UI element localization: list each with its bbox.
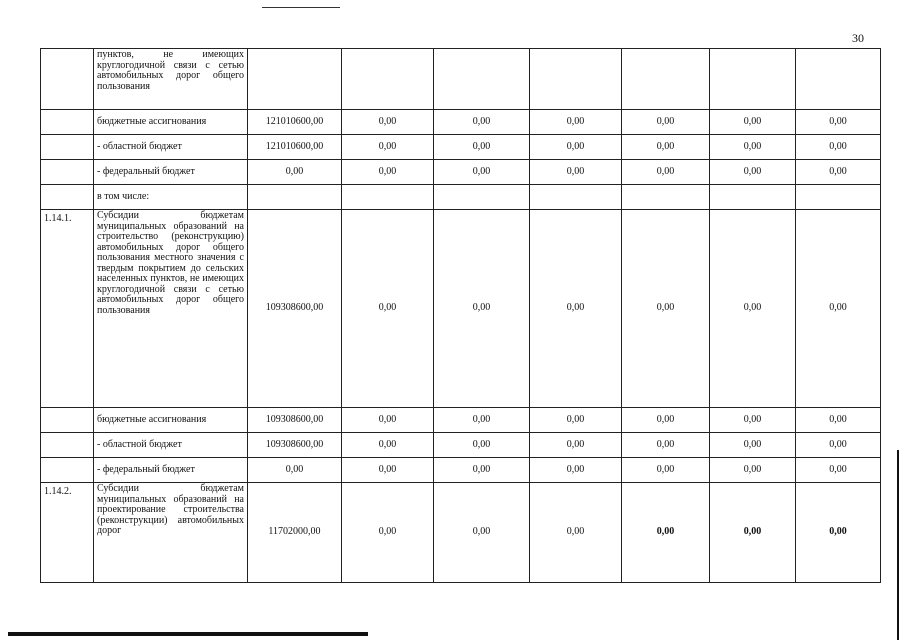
table-row xyxy=(41,433,881,458)
value-cell: 0,00 xyxy=(530,458,622,483)
value-cell xyxy=(796,185,881,210)
row-code xyxy=(41,185,94,210)
value-cell: 0,00 xyxy=(530,110,622,135)
value-cell: 0,00 xyxy=(434,110,530,135)
value-cell: 0,00 xyxy=(342,135,434,160)
table-row xyxy=(41,483,881,583)
value-cell: 121010600,00 xyxy=(248,110,342,135)
value-cell: 0,00 xyxy=(530,483,622,583)
row-description: в том числе: xyxy=(94,185,248,210)
value-cell: 0,00 xyxy=(342,110,434,135)
row-description: пунктов, не имеющих круглогодичной связи с сетью автомобильных дорог общего пользования xyxy=(94,49,248,110)
value-cell: 0,00 xyxy=(796,483,881,583)
table-row xyxy=(41,210,881,408)
value-cell: 0,00 xyxy=(434,210,530,408)
row-description: бюджетные ассигнования xyxy=(94,110,248,135)
value-cell: 0,00 xyxy=(342,483,434,583)
row-code xyxy=(41,49,94,110)
table-row xyxy=(41,185,881,210)
value-cell: 0,00 xyxy=(710,110,796,135)
value-cell: 0,00 xyxy=(622,458,710,483)
value-cell: 0,00 xyxy=(530,408,622,433)
value-cell: 0,00 xyxy=(710,408,796,433)
value-cell: 0,00 xyxy=(710,160,796,185)
row-code: 1.14.2. xyxy=(41,483,94,583)
value-cell: 0,00 xyxy=(796,210,881,408)
value-cell: 0,00 xyxy=(796,110,881,135)
table-row xyxy=(41,110,881,135)
table-row xyxy=(41,458,881,483)
value-cell: 0,00 xyxy=(530,160,622,185)
scan-edge-line xyxy=(897,450,899,640)
value-cell: 0,00 xyxy=(710,210,796,408)
value-cell: 0,00 xyxy=(796,135,881,160)
value-cell: 0,00 xyxy=(434,160,530,185)
value-cell: 0,00 xyxy=(342,433,434,458)
value-cell: 0,00 xyxy=(530,135,622,160)
value-cell: 0,00 xyxy=(530,210,622,408)
value-cell: 109308600,00 xyxy=(248,433,342,458)
value-cell: 0,00 xyxy=(434,135,530,160)
value-cell xyxy=(248,185,342,210)
value-cell: 0,00 xyxy=(434,433,530,458)
value-cell: 0,00 xyxy=(248,160,342,185)
value-cell xyxy=(530,49,622,110)
value-cell: 0,00 xyxy=(342,408,434,433)
value-cell: 0,00 xyxy=(342,458,434,483)
row-description: - областной бюджет xyxy=(94,433,248,458)
row-code: 1.14.1. xyxy=(41,210,94,408)
value-cell: 0,00 xyxy=(796,433,881,458)
value-cell: 0,00 xyxy=(622,160,710,185)
value-cell xyxy=(796,49,881,110)
value-cell: 0,00 xyxy=(710,458,796,483)
value-cell: 0,00 xyxy=(622,483,710,583)
value-cell: 0,00 xyxy=(796,160,881,185)
value-cell: 109308600,00 xyxy=(248,408,342,433)
table-row xyxy=(41,408,881,433)
value-cell: 0,00 xyxy=(342,160,434,185)
row-code xyxy=(41,160,94,185)
value-cell: 0,00 xyxy=(248,458,342,483)
value-cell xyxy=(710,49,796,110)
value-cell xyxy=(530,185,622,210)
row-description: - областной бюджет xyxy=(94,135,248,160)
value-cell: 0,00 xyxy=(622,210,710,408)
value-cell: 0,00 xyxy=(434,408,530,433)
row-code xyxy=(41,458,94,483)
value-cell xyxy=(342,49,434,110)
row-code xyxy=(41,408,94,433)
table-row xyxy=(41,135,881,160)
value-cell: 109308600,00 xyxy=(248,210,342,408)
page-number: 30 xyxy=(852,31,864,45)
value-cell: 0,00 xyxy=(622,408,710,433)
table-row xyxy=(41,160,881,185)
value-cell xyxy=(342,185,434,210)
value-cell: 0,00 xyxy=(530,433,622,458)
value-cell xyxy=(248,49,342,110)
top-rule xyxy=(262,7,340,8)
table-row xyxy=(41,49,881,110)
row-description: - федеральный бюджет xyxy=(94,160,248,185)
value-cell xyxy=(622,185,710,210)
value-cell xyxy=(434,185,530,210)
value-cell: 0,00 xyxy=(796,408,881,433)
value-cell: 0,00 xyxy=(622,135,710,160)
value-cell: 0,00 xyxy=(710,433,796,458)
value-cell xyxy=(434,49,530,110)
row-description: - федеральный бюджет xyxy=(94,458,248,483)
value-cell: 0,00 xyxy=(622,110,710,135)
value-cell: 0,00 xyxy=(434,458,530,483)
row-description: Субсидии бюджетам муниципальных образований на проектирование строительства (реконструкции) автомобильных дорог xyxy=(94,483,248,583)
row-description: Субсидии бюджетам муниципальных образований на строительство (реконструкцию) автомобильных дорог общего пользования местного значения с твердым покрытием до сельских населенных пунктов, не имеющих круглогодичной связи с сетью автомобильных дорог общего пользования xyxy=(94,210,248,408)
row-code xyxy=(41,110,94,135)
row-code xyxy=(41,433,94,458)
value-cell: 11702000,00 xyxy=(248,483,342,583)
value-cell: 0,00 xyxy=(342,210,434,408)
value-cell: 0,00 xyxy=(710,483,796,583)
value-cell xyxy=(622,49,710,110)
value-cell: 0,00 xyxy=(710,135,796,160)
row-description: бюджетные ассигнования xyxy=(94,408,248,433)
value-cell xyxy=(710,185,796,210)
value-cell: 0,00 xyxy=(434,483,530,583)
row-code xyxy=(41,135,94,160)
budget-table xyxy=(40,48,881,583)
value-cell: 0,00 xyxy=(796,458,881,483)
value-cell: 121010600,00 xyxy=(248,135,342,160)
bottom-rule xyxy=(8,632,368,636)
value-cell: 0,00 xyxy=(622,433,710,458)
